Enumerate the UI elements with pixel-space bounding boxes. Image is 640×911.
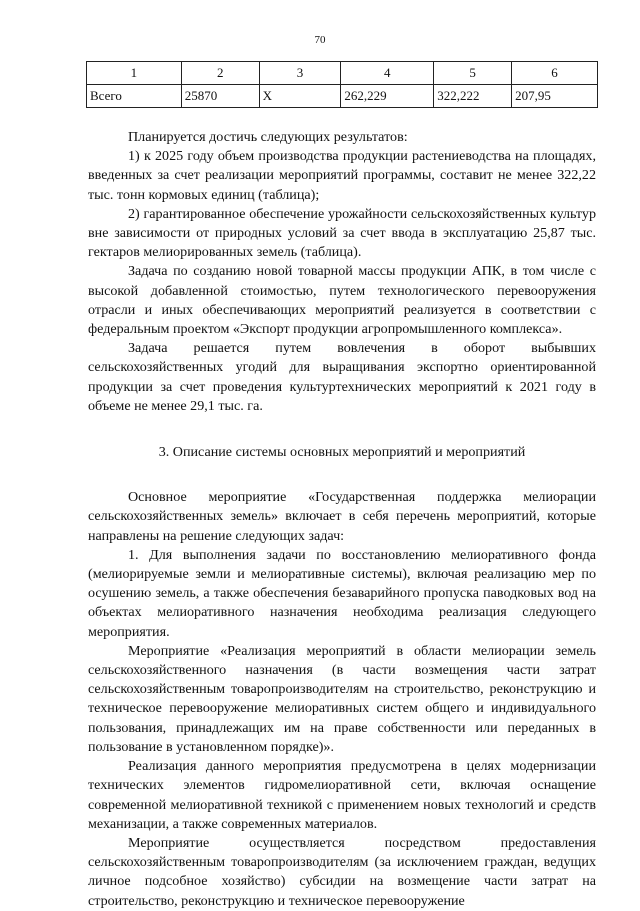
table-cell: Х (259, 85, 341, 108)
table-header-cell: 1 (87, 62, 182, 85)
paragraph-subsidy: Мероприятие осуществляется посредством предоставления сельскохозяйственным товаропроизводителям (за исключением граждан, ведущих личное подсобное хозяйство) субсидии на возмещение части затрат на строительство, реконструкцию и техническое перевооружение (88, 834, 596, 909)
table-header-cell: 2 (181, 62, 259, 85)
table-cell: 262,229 (341, 85, 434, 108)
table-row-total (87, 85, 598, 108)
table-cell: 207,95 (512, 85, 598, 108)
table-header-cell: 3 (259, 62, 341, 85)
paragraph-main-measure: Основное мероприятие «Государственная поддержка мелиорации сельскохозяйственных земель» включает в себя перечень мероприятий, которые направлены на решение следующих задач: (88, 489, 596, 544)
table-cell: 25870 (181, 85, 259, 108)
table-header-cell: 5 (434, 62, 512, 85)
table-cell: 322,222 (434, 85, 512, 108)
result-item-2: 2) гарантированное обеспечение урожайности сельскохозяйственных культур вне зависимости от природных условий за счет ввода в эксплуатацию 25,87 тыс. гектаров мелиорированных земель (таблица). (88, 205, 596, 261)
document-body (88, 128, 596, 911)
paragraph-land-task: Задача решается путем вовлечения в оборот выбывших сельскохозяйственных угодий для выращивания экспортно ориентированной продукции за счет проведения культуртехнических мероприятий к 2021 году в объеме не менее 29,1 тыс. га. (88, 340, 596, 414)
section-heading: 3. Описание системы основных мероприятий и мероприятий (158, 444, 526, 461)
table-header-cell: 6 (512, 62, 598, 85)
paragraph-implementation: Реализация данного мероприятия предусмотрена в целях модернизации технических элементов гидромелиоративной сети, включая оснащение современной мелиоративной техникой с применением новых технологий и средств механизации, а также современных материалов. (88, 758, 596, 832)
paragraph-export-task: Задача по созданию новой товарной массы продукции АПК, в том числе с высокой добавленной стоимостью, путем технологического перевооружения отрасли и иных обеспечивающих мероприятий реализуется в соответствии с федеральным проектом «Экспорт продукции агропромышленного комплекса». (88, 263, 596, 338)
result-item-1: 1) к 2025 году объем производства продукции растениеводства на площадях, введенных за счет реализации мероприятий программы, составит не менее 322,22 тыс. тонн кормовых единиц (таблица); (88, 148, 596, 203)
page-number: 70 (314, 34, 326, 46)
paragraph-task-1: 1. Для выполнения задачи по восстановлению мелиоративного фонда (мелиорируемые земли и мелиоративные системы), включая реализацию мер по осушению земель, а также обеспечения безаварийного пропуска паводковых вод на объектах мелиоративного назначения необходима реализация следующего мероприятия. (88, 546, 596, 640)
table-cell-label: Всего (87, 85, 182, 108)
table-header-row (87, 62, 598, 85)
paragraph-measure-title: Мероприятие «Реализация мероприятий в области мелиорации земель сельскохозяйственного назначения (в части возмещения части затрат сельскохозяйственным товаропроизводителям на строительство, реконструкцию и техническое перевооружение мелиоративных систем общего и индивидуального пользования, принадлежащих им на праве собственности или переданных в пользование в установленном порядке)». (88, 642, 596, 755)
summary-table (86, 61, 598, 108)
results-intro: Планируется достичь следующих результатов: (128, 129, 408, 145)
table-header-cell: 4 (341, 62, 434, 85)
